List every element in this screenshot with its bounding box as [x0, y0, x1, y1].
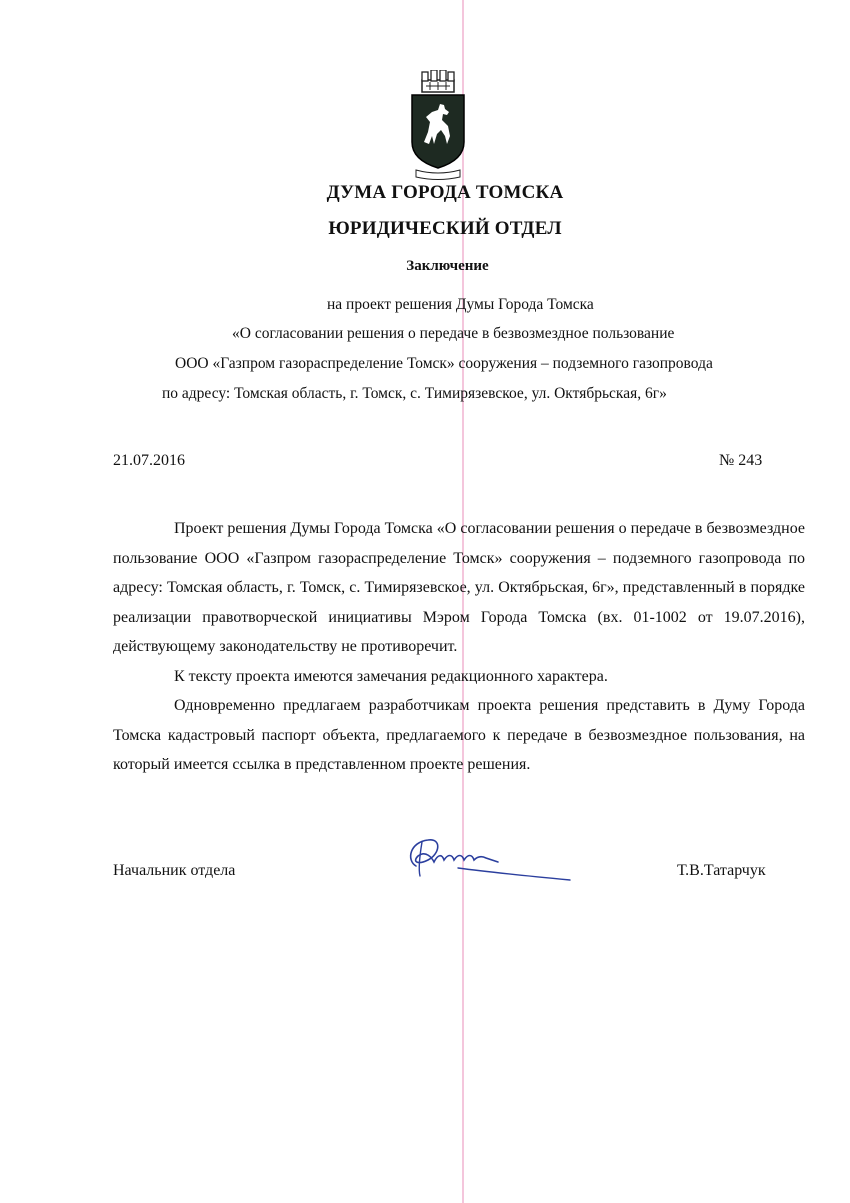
motto-ribbon-icon	[416, 170, 460, 180]
document-body	[113, 514, 805, 780]
department-title: ЮРИДИЧЕСКИЙ ОТДЕЛ	[328, 218, 562, 239]
tomsk-coat-of-arms-icon	[410, 70, 466, 182]
body-paragraph: Проект решения Думы Города Томска «О согласовании решения о передаче в безвозмездное пользование ООО «Газпром газораспределение Томск» сооружения – подземного газопровода по адресу: Томская область, г. Томск, с. Тимирязевское, ул. Октябрьская, 6г», представленный в порядке реализации правотворческой инициативы Мэром Города Томска (вх. 01-1002 от 19.07.2016), действующему законодательству не противоречит.	[113, 520, 805, 655]
subject-line: ООО «Газпром газораспределение Томск» сооружения – подземного газопровода	[175, 355, 713, 372]
document-type: Заключение	[406, 258, 489, 274]
body-paragraph: Одновременно предлагаем разработчикам проекта решения представить в Думу Города Томска кадастровый паспорт объекта, предлагаемого к передаче в безвозмездное пользования, на который имеется ссылка в представленном проекте решения.	[113, 697, 805, 773]
handwritten-signature-icon	[398, 832, 578, 892]
crown-icon	[422, 70, 454, 92]
subject-line: на проект решения Думы Города Томска	[327, 296, 594, 313]
signer-position: Начальник отдела	[113, 862, 236, 879]
body-paragraph: К тексту проекта имеются замечания редакционного характера.	[174, 667, 608, 685]
document-number: № 243	[719, 452, 763, 469]
subject-line: по адресу: Томская область, г. Томск, с. Тимирязевское, ул. Октябрьская, 6г»	[162, 385, 667, 402]
document-date: 21.07.2016	[113, 452, 185, 469]
subject-line: «О согласовании решения о передаче в безвозмездное пользование	[232, 325, 675, 342]
organization-title: ДУМА ГОРОДА ТОМСКА	[326, 182, 564, 203]
signer-name: Т.В.Татарчук	[677, 862, 766, 879]
